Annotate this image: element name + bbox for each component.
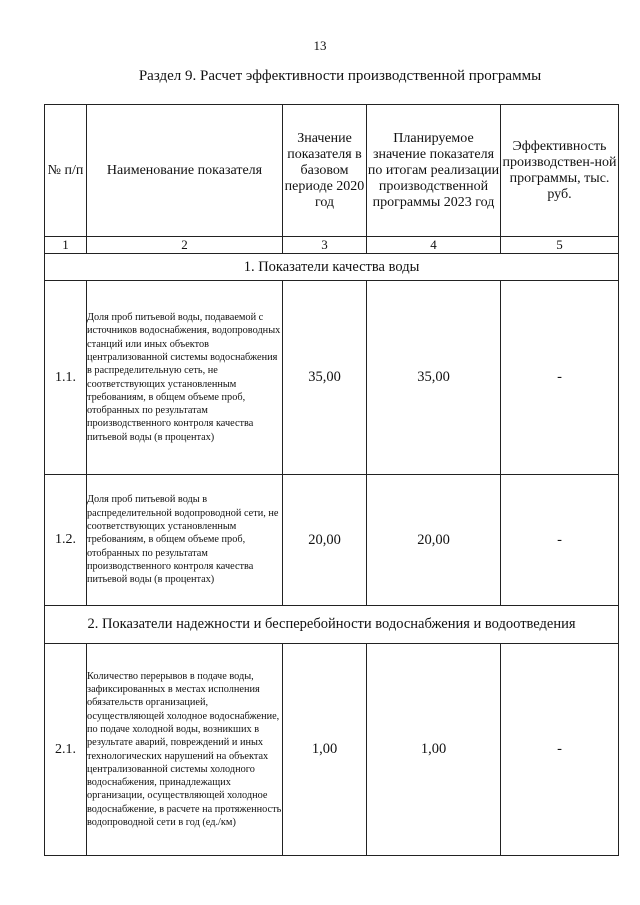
planned-value: 35,00 [367,281,501,475]
column-number: 3 [283,237,367,254]
efficiency-table [44,104,619,856]
base-value: 35,00 [283,281,367,475]
group-row [45,254,619,281]
table-row [45,475,619,606]
row-number: 1.1. [45,281,87,475]
group-row [45,606,619,644]
row-number: 2.1. [45,644,87,856]
base-value: 20,00 [283,475,367,606]
indicator-name: Доля проб питьевой воды, подаваемой с источников водоснабжения, водопроводных станций или иных объектов централизованной системы водоснабжения в распределительную сеть, не соответствующих установленным требованиям, в общем объеме проб, отобранных по результатам производственного контроля качества питьевой воды (в процентах) [87,281,283,475]
base-value: 1,00 [283,644,367,856]
indicator-name: Доля проб питьевой воды в распределительной водопроводной сети, не соответствующих установленным требованиям, в общем объеме проб, отобранных по результатам производственного контроля качества питьевой воды (в процентах) [87,475,283,606]
table-row [45,281,619,475]
section-title: Раздел 9. Расчет эффективности производственной программы [138,68,542,84]
page-number: 13 [313,38,327,53]
efficiency-value: - [501,281,619,475]
header-row [45,105,619,237]
group-title: 1. Показатели качества воды [45,254,619,281]
header-name: Наименование показателя [87,105,283,237]
header-efficiency: Эффективность производствен-ной программы, тыс. руб. [501,105,619,237]
planned-value: 20,00 [367,475,501,606]
column-number: 2 [87,237,283,254]
efficiency-value: - [501,644,619,856]
row-number: 1.2. [45,475,87,606]
column-number: 1 [45,237,87,254]
column-number-row [45,237,619,254]
efficiency-value: - [501,475,619,606]
table-row [45,644,619,856]
group-title: 2. Показатели надежности и бесперебойности водоснабжения и водоотведения [45,606,619,644]
header-base-value: Значение показателя в базовом периоде 2020 год [283,105,367,237]
planned-value: 1,00 [367,644,501,856]
column-number: 5 [501,237,619,254]
column-number: 4 [367,237,501,254]
header-no: № п/п [45,105,87,237]
indicator-name: Количество перерывов в подаче воды, зафиксированных в местах исполнения обязательств организацией, осуществляющей холодное водоснабжение, по подаче холодной воды, возникших в результате аварий, повреждений и иных технологических нарушений на объектах централизованной системы холодного водоснабжения, принадлежащих организации, осуществляющей холодное водоснабжение, в расчете на протяженность водопроводной сети в год (ед./км) [87,644,283,856]
header-planned-value: Планируемое значение показателя по итогам реализации производственной программы 2023 год [367,105,501,237]
